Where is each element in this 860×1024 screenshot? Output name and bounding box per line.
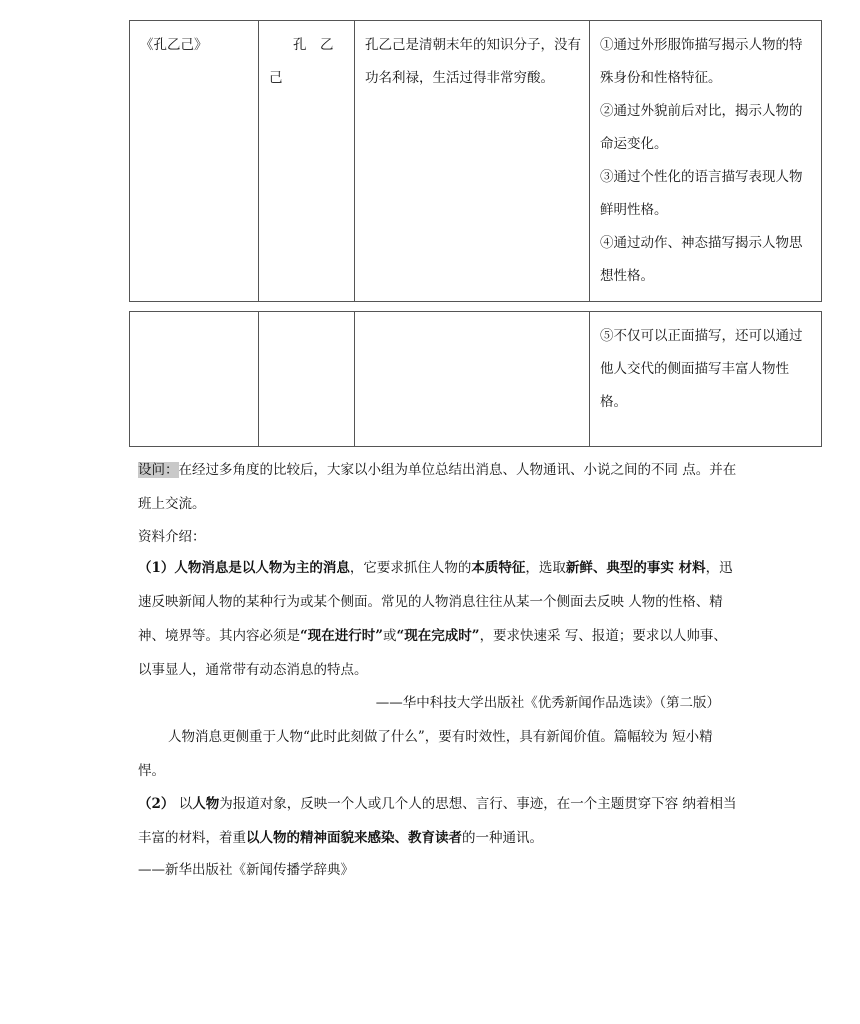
bold-text: “现在完成时” <box>396 628 480 644</box>
comparison-table <box>129 20 822 302</box>
description-cell: 孔乙己是清朝末年的知识分子，没有功名利禄，生活过得非常穷酸。 <box>355 21 590 302</box>
method-item: ④通过动作、神态描写揭示人物思想性格。 <box>600 235 803 284</box>
character-cell: 孔 乙 己 <box>259 21 355 302</box>
question-paragraph <box>138 453 738 521</box>
work-title-cell: 《孔乙己》 <box>130 21 259 302</box>
source-citation-1: ——华中科技大学出版社《优秀新闻作品选读》（第二版） <box>375 695 720 711</box>
methods-cell <box>590 21 822 302</box>
text: 的一种通讯。 <box>462 830 543 846</box>
text: 为报道对象，反映一个人或几个人的思想、言行、事迹，在一个主题贯穿下容 纳着相当丰富的材料，着重 <box>138 796 737 846</box>
text: 或 <box>383 628 397 644</box>
question-label: 设问： <box>138 462 179 478</box>
table-row <box>130 21 822 302</box>
material-item-1 <box>138 551 738 687</box>
empty-cell <box>259 312 355 447</box>
method-item: ③通过个性化的语言描写表现人物鲜明性格。 <box>600 169 803 218</box>
table-row <box>130 312 822 447</box>
bold-text: “现在进行时” <box>300 628 384 644</box>
method-item: ①通过外形服饰描写揭示人物的特殊身份和性格特征。 <box>600 37 803 86</box>
bold-text: 人物消息是以人物为主的消息 <box>174 560 350 576</box>
method-item: ②通过外貌前后对比，揭示人物的命运变化。 <box>600 103 803 152</box>
material-item-2 <box>138 787 738 855</box>
comparison-table-continued <box>129 311 822 447</box>
text: ，迅速反映新闻人物的某种行为或某个侧面。常见的人物消息往往从某一个侧面去反映 人物的性格、精神、境界等。其内容必须是 <box>138 560 733 644</box>
note-paragraph: 人物消息更侧重于人物“此时此刻做了什么”，要有时效性，具有新闻价值。篇幅较为 短小精悍。 <box>138 729 713 779</box>
empty-cell <box>130 312 259 447</box>
materials-label: 资料介绍： <box>138 529 206 545</box>
text: 以 <box>174 796 193 812</box>
item-number: （1） <box>138 560 175 576</box>
bold-text: 以人物的精神面貌来感染、教育读者 <box>246 830 462 846</box>
bold-text: 本质特征 <box>471 560 526 576</box>
text: ，它要求抓住人物的 <box>349 560 472 576</box>
text: ，要求快速采 写、报道；要求以人帅事、以事显人，通常带有动态消息的特点。 <box>138 628 727 678</box>
text: ，选取 <box>525 560 566 576</box>
bold-text: 人物 <box>192 796 220 812</box>
bold-text: 新鲜、典型的事实 材料 <box>565 560 706 576</box>
empty-cell <box>355 312 590 447</box>
source-citation-2: ——新华出版社《新闻传播学辞典》 <box>138 862 354 878</box>
question-text: 在经过多角度的比较后，大家以小组为单位总结出消息、人物通讯、小说之间的不同 点。并在班上交流。 <box>138 462 737 512</box>
method-item: ⑤不仅可以正面描写，还可以通过他人交代的侧面描写丰富人物性格。 <box>590 312 822 447</box>
item-number: （2） <box>138 796 175 812</box>
